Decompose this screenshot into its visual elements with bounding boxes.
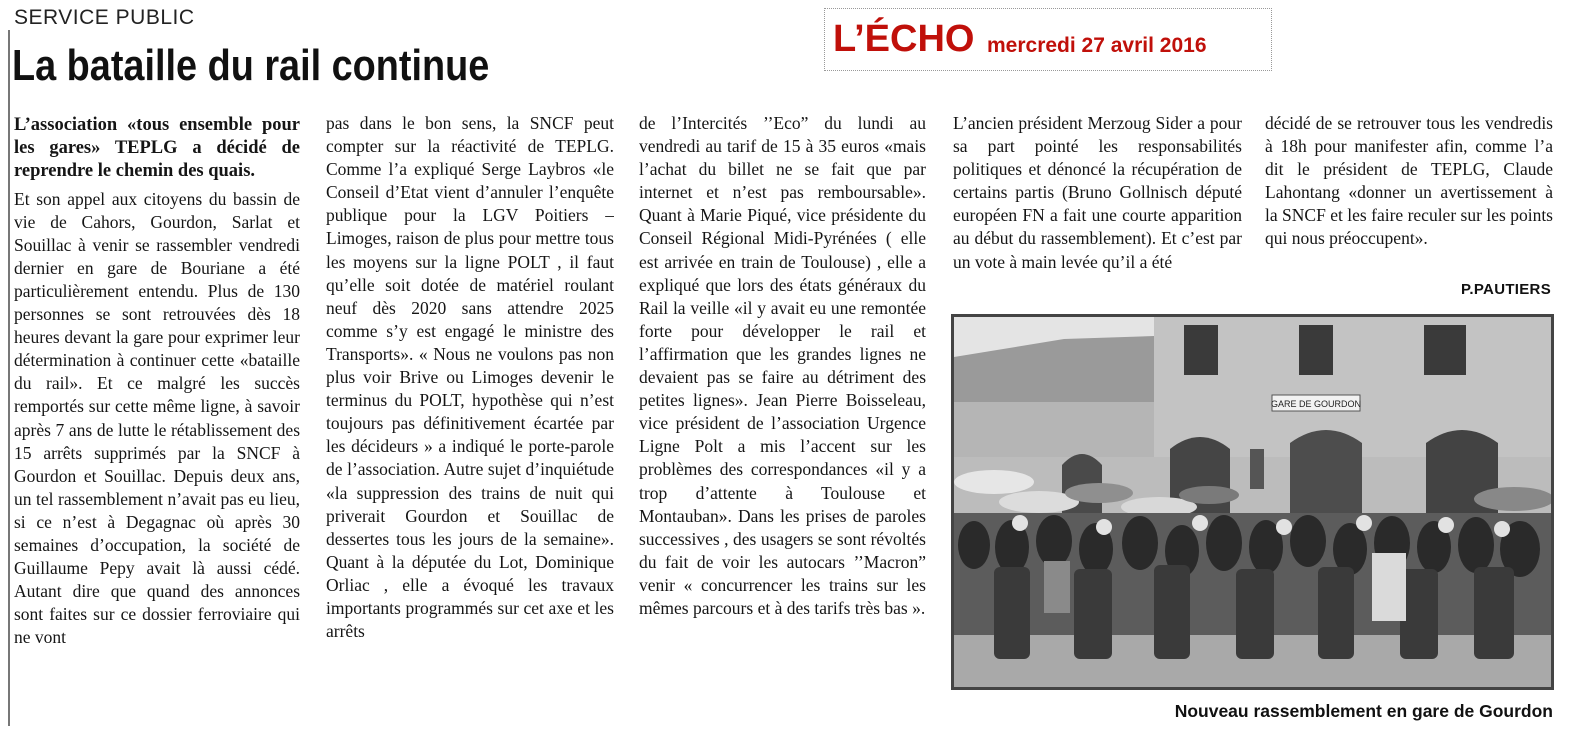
article-column-4	[953, 112, 1242, 274]
station-sign: GARE DE GOURDON	[1270, 399, 1362, 409]
station-gathering-illustration	[954, 317, 1551, 687]
left-column-rule	[8, 30, 10, 726]
article-column-3	[639, 112, 926, 620]
article-column-5	[1265, 112, 1553, 251]
photo-caption: Nouveau rassemblement en gare de Gourdon	[1174, 701, 1553, 721]
publication-date: mercredi 27 avril 2016	[987, 34, 1207, 57]
article-lead: L’association «tous ensemble pour les gares» TEPLG a décidé de reprendre le chemin des quais.	[14, 115, 300, 182]
column-1-text: Et son appel aux citoyens du bassin de vie de Cahors, Gourdon, Sarlat et Souillac à venir se rassembler vendredi dernier en gare de Bouriane a été particulièrement entendu. Plus de 130 personnes se sont retrouvées dès 18 heures devant la gare pour exprimer leur détermination à continuer cette «bataille du rail». Et ce malgré les succès remportés sur cette même ligne, à savoir après 7 ans de lutte le rétablissement des 15 arrêts supprimés par la SNCF à Gourdon et Souillac. Depuis deux ans, un tel rassemblement n’avait pas eu lieu, si ce n’est à Degagnac où après 30 semaines d’occupation, la société de Guillaume Pepy avait là aussi cédé. Autant dire que quand des annonces sont faites sur ce dossier ferroviaire qui ne vont	[14, 188, 300, 648]
section-rubric: SERVICE PUBLIC	[14, 6, 195, 29]
station-photo	[951, 314, 1554, 690]
newspaper-name: L’ÉCHO	[833, 18, 975, 60]
article-column-1	[14, 114, 300, 649]
column-5-text: décidé de se retrouver tous les vendredis à 18h pour manifester afin, comme l’a dit le président de TEPLG, Claude Lahontang «donner un avertissement à la SNCF et les faire reculer sur les points qui nous préoccupent».	[1265, 113, 1553, 249]
author-byline: P.PAUTIERS	[1461, 281, 1551, 298]
column-3-text: de l’Intercités ’’Eco” du lundi au vendredi au tarif de 15 à 35 euros «mais l’achat du billet ne se fait que par internet et n’est pas remboursable». Quant à Marie Piqué, vice présidente du Conseil Régional Midi-Pyrénées ( elle est arrivée en train de Toulouse) , elle a expliqué que lors des états généraux du Rail la veille «il y avait eu une remontée forte pour développer le rail et l’affirmation que les grandes lignes ne devaient pas se faire au détriment des petites lignes». Jean Pierre Boisseleau, vice président de l’association Urgence Ligne Polt a mis l’accent sur les problèmes des correspondances «il y a trop d’attente à Toulouse et Montauban». Dans les prises de paroles successives , des usagers se sont révoltés du fait de voir les autocars ’’Macron” venir « concurrencer les trains sur les mêmes parcours et à des tarifs très bas ».	[639, 113, 926, 618]
article-column-2	[326, 112, 614, 643]
article-headline: La bataille du rail continue	[12, 41, 490, 90]
column-2-text: pas dans le bon sens, la SNCF peut compter sur la réactivité de TEPLG. Comme l’a expliqué Serge Laybros «le Conseil d’Etat vient d’annuler l’enquête publique pour la LGV Poitiers –Limoges, raison de plus pour mettre tous les moyens sur la ligne POLT , il faut qu’elle soit dotée de matériel roulant neuf dès 2020 sans attendre 2025 comme s’y est engagé le ministre des Transports». « Nous ne voulons pas non plus voir Brive ou Limoges devenir le terminus du POLT, hypothèse qui n’est toujours pas définitivement écartée par les décideurs » a indiqué le porte-parole de l’association. Autre sujet d’inquiétude «la suppression des trains de nuit qui priverait Gourdon et Souillac de dessertes tous les jours de la semaine». Quant à la députée du Lot, Dominique Orliac , elle a évoqué les travaux importants programmés sur cet axe et les arrêts	[326, 113, 614, 642]
masthead-box	[824, 8, 1272, 71]
column-4-text: L’ancien président Merzoug Sider a pour sa part pointé les responsabilités politiques et dénoncé la récupération de certains partis (Bruno Gollnisch député européen FN a fait une courte apparition au début du rassemblement). Et c’est par un vote à main levée qu’il a été	[953, 113, 1242, 272]
